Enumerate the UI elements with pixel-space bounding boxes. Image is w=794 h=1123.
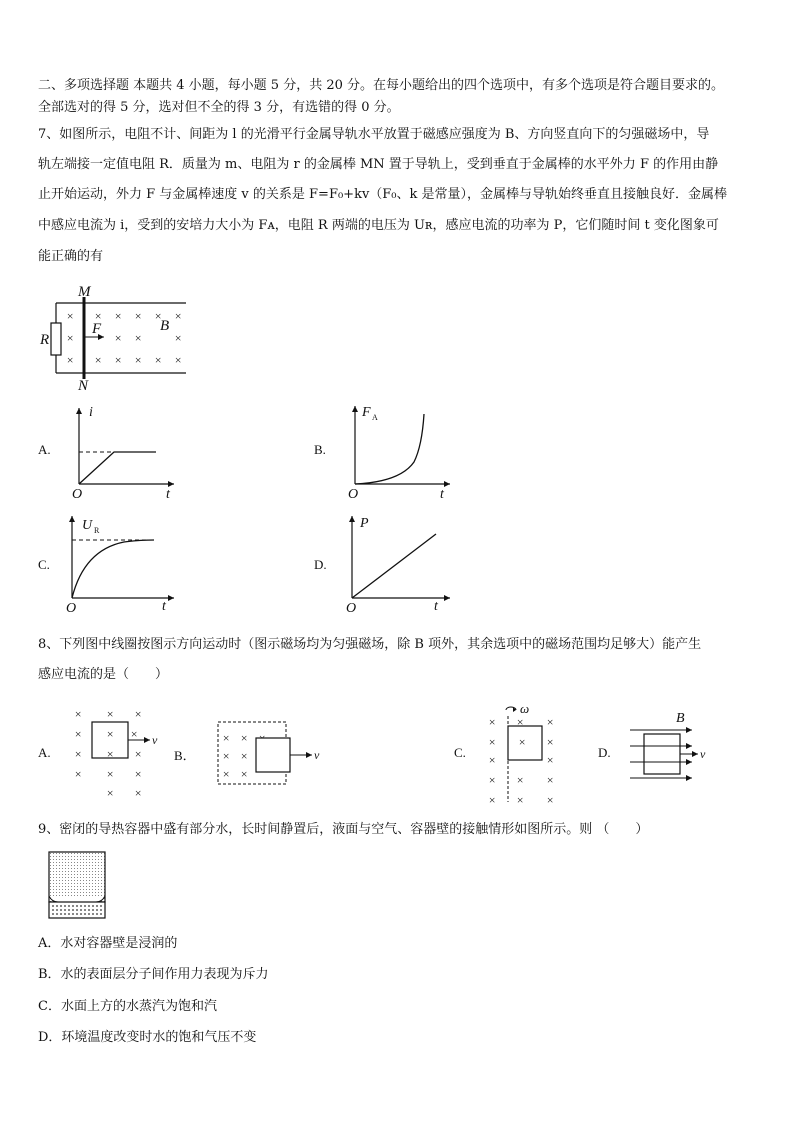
q8-stem-line2: 感应电流的是（ ） — [38, 667, 169, 682]
q9-option-b: B．水的表面层分子间作用力表现为斥力 — [38, 967, 269, 982]
svg-text:×: × — [106, 727, 115, 741]
q7-stem-line3: 止开始运动，外力 F 与金属棒速度 v 的关系是 F=F₀+kv（F₀、k 是常量），金属棒与导轨始终垂直且接触良好．金属棒 — [38, 187, 728, 202]
svg-text:×: × — [114, 309, 123, 323]
graph-d-origin: O — [346, 601, 357, 614]
graph-c-y-sub: R — [94, 526, 100, 535]
section-header-line2: 全部选对的得 5 分，选对但不全的得 3 分，有选错的得 0 分。 — [38, 100, 400, 115]
svg-text:×: × — [94, 309, 103, 323]
vapor-region — [49, 852, 105, 902]
label-n: N — [78, 378, 89, 394]
q7-stem-line5: 能正确的有 — [38, 249, 104, 264]
svg-text:×: × — [546, 753, 555, 767]
svg-text:×: × — [154, 309, 163, 323]
q7-graph-c — [64, 512, 184, 614]
svg-text:×: × — [134, 786, 143, 800]
coil-d — [644, 734, 680, 774]
svg-text:×: × — [174, 353, 183, 367]
label-b: B — [160, 318, 170, 334]
svg-text:×: × — [240, 767, 249, 781]
svg-text:×: × — [134, 331, 143, 345]
svg-text:×: × — [516, 715, 525, 729]
svg-text:×: × — [222, 749, 231, 763]
q9-option-a: A．水对容器壁是浸润的 — [38, 936, 178, 951]
svg-text:×: × — [174, 309, 183, 323]
svg-text:×: × — [114, 353, 123, 367]
coil-b — [256, 738, 290, 772]
label-r: R — [40, 332, 50, 348]
q8-option-b-letter: B． — [174, 748, 196, 763]
q7-option-c-letter: C. — [38, 557, 50, 572]
q8-figure-b — [214, 718, 324, 788]
q7-graph-b — [340, 402, 460, 500]
q7-option-d-letter: D. — [314, 557, 327, 572]
svg-text:×: × — [130, 727, 139, 741]
svg-text:×: × — [74, 747, 83, 761]
graph-a-x-label: t — [166, 487, 170, 500]
svg-text:×: × — [546, 793, 555, 807]
svg-text:×: × — [114, 331, 123, 345]
label-m: M — [78, 285, 91, 300]
q8-d-velocity-label: v — [700, 747, 706, 761]
svg-text:×: × — [488, 773, 497, 787]
graph-d-x-label: t — [434, 599, 438, 614]
svg-text:×: × — [106, 747, 115, 761]
graph-b-origin: O — [348, 487, 359, 500]
svg-text:×: × — [74, 767, 83, 781]
graph-b-y-sub: A — [372, 413, 378, 422]
graph-a-y-label: i — [89, 405, 93, 420]
q7-stem-line1: 7、如图所示，电阻不计、间距为 l 的光滑平行金属导轨水平放置于磁感应强度为 B、方向竖直向下的匀强磁场中，导 — [38, 127, 710, 142]
svg-text:×: × — [488, 753, 497, 767]
q7-rail-figure — [36, 285, 196, 395]
q8-option-c-letter: C. — [454, 745, 466, 760]
svg-text:×: × — [94, 353, 103, 367]
q8-d-field-label: B — [676, 711, 685, 726]
q8-a-velocity-label: v — [152, 733, 158, 747]
svg-text:×: × — [134, 707, 143, 721]
label-f: F — [92, 321, 102, 337]
resistor-r — [51, 323, 61, 355]
q9-option-c: C．水面上方的水蒸汽为饱和汽 — [38, 999, 217, 1014]
svg-text:×: × — [516, 793, 525, 807]
svg-text:×: × — [66, 331, 75, 345]
graph-b-x-label: t — [440, 487, 444, 500]
q8-b-velocity-label: v — [314, 748, 320, 762]
svg-text:×: × — [134, 309, 143, 323]
q7-graph-d — [340, 512, 460, 614]
q7-stem-line4: 中感应电流为 i，受到的安培力大小为 Fᴀ，电阻 R 两端的电压为 Uʀ，感应电流的功率为 P，它们随时间 t 变化图象可 — [38, 218, 719, 233]
q8-figure-c — [482, 698, 572, 808]
svg-text:×: × — [74, 707, 83, 721]
graph-a-origin: O — [72, 487, 83, 500]
q9-container-figure — [44, 850, 110, 922]
q9-option-d: D．环境温度改变时水的饱和气压不变 — [38, 1030, 257, 1045]
svg-text:×: × — [222, 731, 231, 745]
svg-text:×: × — [134, 353, 143, 367]
svg-text:×: × — [106, 707, 115, 721]
q8-c-omega-label: ω — [520, 701, 530, 716]
q7-option-a-letter: A. — [38, 442, 51, 457]
graph-c-x-label: t — [162, 599, 166, 614]
svg-text:×: × — [74, 727, 83, 741]
q7-option-b-letter: B. — [314, 442, 326, 457]
svg-text:×: × — [154, 353, 163, 367]
water-surface — [49, 896, 105, 902]
q8-figure-d — [626, 708, 726, 798]
svg-text:×: × — [134, 767, 143, 781]
svg-text:×: × — [240, 749, 249, 763]
svg-text:×: × — [66, 353, 75, 367]
svg-text:×: × — [516, 773, 525, 787]
svg-text:×: × — [66, 309, 75, 323]
section-header-line1: 二、多项选择题 本题共 4 小题，每小题 5 分，共 20 分。在每小题给出的四个选项中，有多个选项是符合题目要求的。 — [38, 78, 725, 93]
graph-d-y-label: P — [360, 516, 369, 531]
svg-text:×: × — [106, 767, 115, 781]
svg-text:×: × — [518, 735, 527, 749]
svg-text:×: × — [546, 735, 555, 749]
q8-stem-line1: 8、下列图中线圈按图示方向运动时（图示磁场均为匀强磁场，除 B 项外，其余选项中的磁场范围均足够大）能产生 — [38, 637, 702, 652]
q7-graph-a — [64, 402, 184, 500]
svg-text:×: × — [134, 747, 143, 761]
svg-text:×: × — [488, 793, 497, 807]
svg-text:×: × — [174, 331, 183, 345]
svg-text:×: × — [546, 773, 555, 787]
q8-option-a-letter: A. — [38, 745, 51, 760]
graph-c-y-label: U — [82, 518, 93, 533]
svg-text:×: × — [222, 767, 231, 781]
graph-b-y-label: F — [362, 405, 371, 420]
q7-stem-line2: 轨左端接一定值电阻 R．质量为 m、电阻为 r 的金属棒 MN 置于导轨上，受到垂直于金属棒的水平外力 F 的作用由静 — [38, 157, 719, 172]
q8-figure-a — [68, 700, 168, 800]
svg-text:×: × — [106, 786, 115, 800]
q8-option-d-letter: D. — [598, 745, 611, 760]
graph-c-origin: O — [66, 601, 77, 614]
svg-text:×: × — [546, 715, 555, 729]
q9-stem: 9、密闭的导热容器中盛有部分水，长时间静置后，液面与空气、容器壁的接触情形如图所示。则 （ ） — [38, 822, 649, 837]
svg-text:×: × — [488, 715, 497, 729]
svg-text:×: × — [240, 731, 249, 745]
svg-text:×: × — [488, 735, 497, 749]
